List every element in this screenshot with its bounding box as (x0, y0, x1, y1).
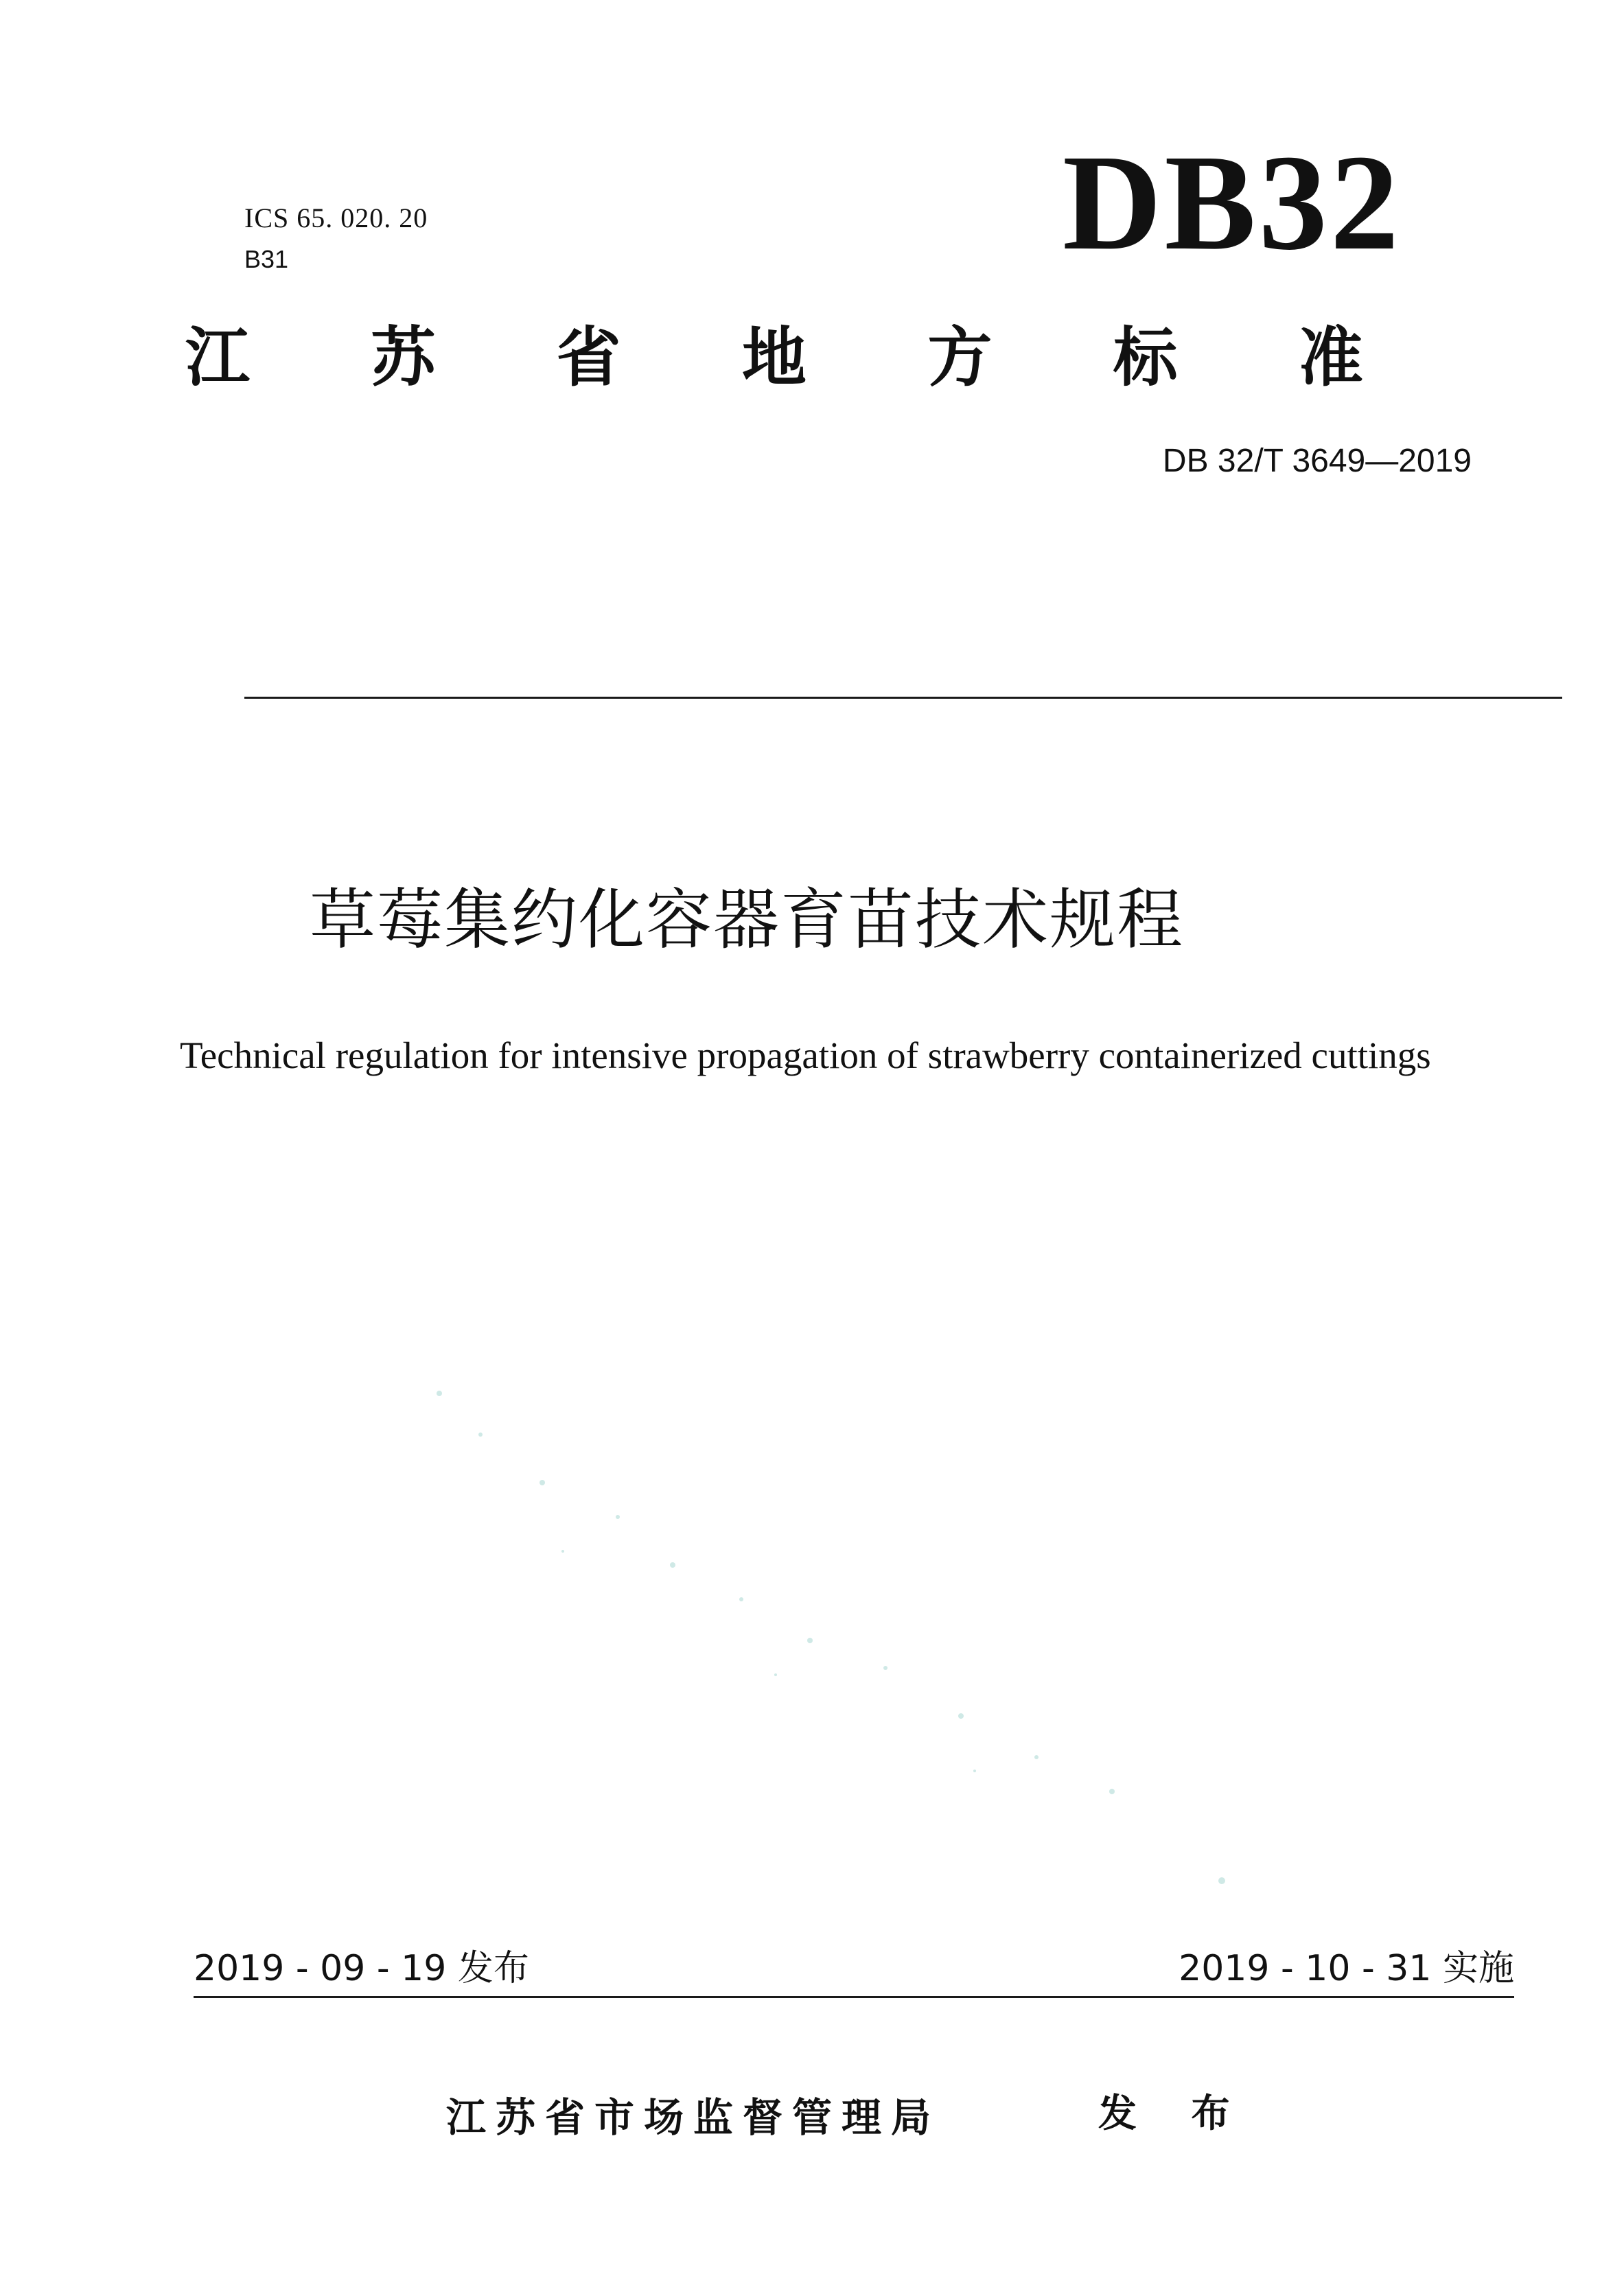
ccs-code: B31 (244, 245, 289, 273)
standard-type-char: 江 (185, 321, 251, 395)
issue-date: 2019 - 09 - 19 发布 (194, 1948, 529, 1989)
title-chinese: 草莓集约化容器育苗技术规程 (310, 881, 1184, 958)
bottom-divider (194, 1996, 1514, 1998)
standard-type-char: 方 (927, 321, 993, 395)
standard-type-char: 省 (556, 321, 621, 395)
top-divider (244, 697, 1562, 699)
standard-type-char: 地 (741, 321, 807, 395)
ics-code: ICS 65. 020. 20 (244, 202, 428, 233)
standard-type-char: 准 (1298, 321, 1363, 395)
implementation-date: 2019 - 10 - 31 实施 (1179, 1948, 1514, 1989)
standard-type-heading (185, 317, 1363, 399)
issue-label: 发 布 (1098, 2091, 1251, 2136)
standard-type-char: 苏 (371, 321, 436, 395)
issuing-authority: 江苏省市场监督管理局 (446, 2094, 941, 2141)
standard-code: DB32 (1063, 127, 1402, 279)
title-english: Technical regulation for intensive propagation of strawberry containerized cuttings (180, 1034, 1431, 1076)
standard-number: DB 32/T 3649—2019 (1162, 443, 1472, 479)
standard-type-char: 标 (1113, 321, 1178, 395)
